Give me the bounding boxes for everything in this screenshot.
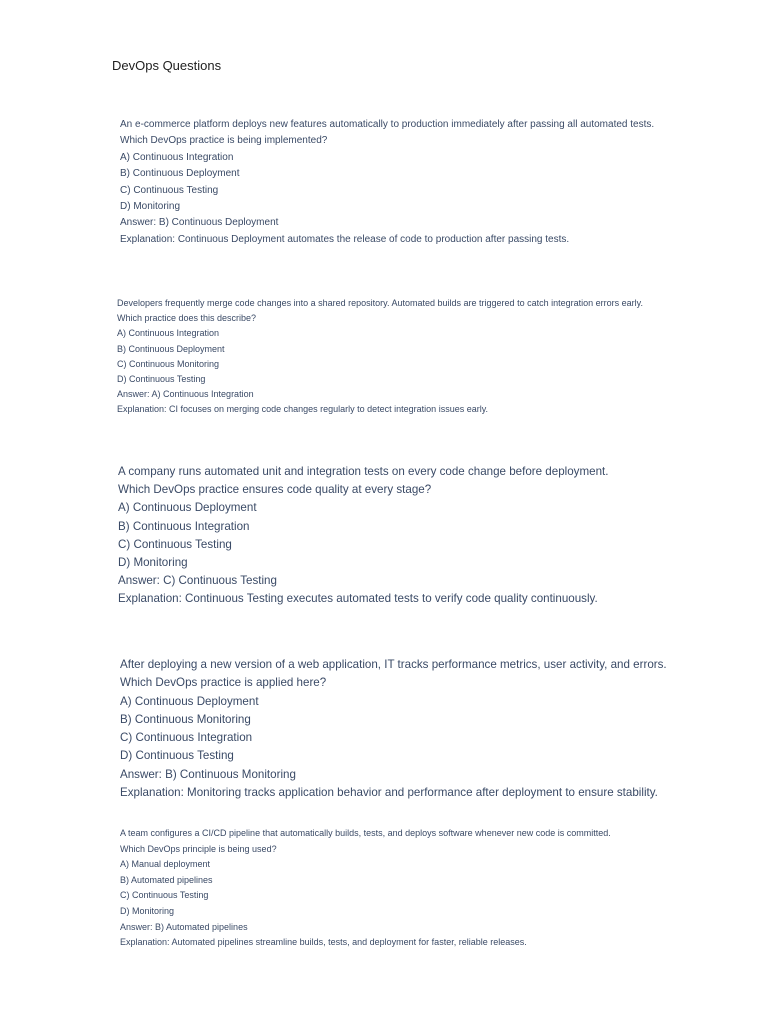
option-b: B) Continuous Deployment [120, 168, 240, 180]
question-prompt: Which DevOps principle is being used? [120, 843, 277, 854]
explanation-text: Explanation: CI focuses on merging code changes regularly to detect integration issues early. [117, 404, 489, 415]
option-d: D) Monitoring [120, 201, 181, 213]
question-prompt: Which DevOps practice is applied here? [120, 676, 327, 690]
question-text: An e-commerce platform deploys new features automatically to production immediately after passing all automated tests. [120, 119, 655, 130]
question-block-4 [120, 656, 667, 802]
option-b: B) Continuous Monitoring [120, 712, 251, 726]
option-a: A) Continuous Integration [120, 151, 234, 163]
answer-text: Answer: C) Continuous Testing [118, 574, 277, 588]
explanation-text: Explanation: Automated pipelines streamline builds, tests, and deployment for faster, reliable releases. [120, 937, 527, 948]
answer-text: Answer: B) Continuous Deployment [120, 217, 279, 229]
option-c: C) Continuous Testing [118, 537, 232, 551]
option-b: B) Continuous Integration [118, 519, 250, 533]
question-prompt: Which DevOps practice ensures code quality at every stage? [118, 483, 432, 497]
option-a: A) Continuous Integration [117, 328, 220, 339]
question-text: After deploying a new version of a web application, IT tracks performance metrics, user activity, and errors. [120, 658, 667, 671]
option-c: C) Continuous Integration [120, 731, 253, 745]
option-a: A) Continuous Deployment [120, 694, 259, 708]
answer-text: Answer: B) Continuous Monitoring [120, 767, 296, 781]
question-text: A company runs automated unit and integration tests on every code change before deployment. [118, 465, 609, 478]
question-prompt: Which practice does this describe? [117, 313, 257, 324]
document-title: DevOps Questions [112, 58, 222, 73]
option-c: C) Continuous Testing [120, 184, 219, 196]
option-b: B) Continuous Deployment [117, 343, 225, 354]
question-block-1 [120, 117, 654, 248]
option-d: D) Monitoring [120, 905, 175, 916]
question-text: Developers frequently merge code changes into a shared repository. Automated builds are triggered to catch integration errors early. [117, 298, 643, 308]
answer-text: Answer: B) Automated pipelines [120, 921, 248, 932]
question-block-3 [118, 463, 608, 609]
question-text: A team configures a CI/CD pipeline that automatically builds, tests, and deploys software whenever new code is committed. [120, 828, 611, 838]
option-c: C) Continuous Monitoring [117, 358, 220, 369]
option-d: D) Monitoring [118, 556, 188, 570]
explanation-text: Explanation: Continuous Testing executes automated tests to verify code quality continuously. [118, 592, 598, 606]
option-b: B) Automated pipelines [120, 874, 213, 885]
option-a: A) Continuous Deployment [118, 501, 257, 515]
question-block-2 [117, 296, 643, 418]
question-prompt: Which DevOps practice is being implemented? [120, 135, 328, 147]
question-block-5 [120, 826, 611, 951]
option-c: C) Continuous Testing [120, 890, 209, 901]
explanation-text: Explanation: Monitoring tracks application behavior and performance after deployment to ensure stability. [120, 786, 658, 800]
explanation-text: Explanation: Continuous Deployment automates the release of code to production after passing tests. [120, 233, 570, 245]
option-a: A) Manual deployment [120, 859, 211, 870]
option-d: D) Continuous Testing [120, 749, 234, 763]
option-d: D) Continuous Testing [117, 374, 206, 385]
answer-text: Answer: A) Continuous Integration [117, 389, 254, 400]
